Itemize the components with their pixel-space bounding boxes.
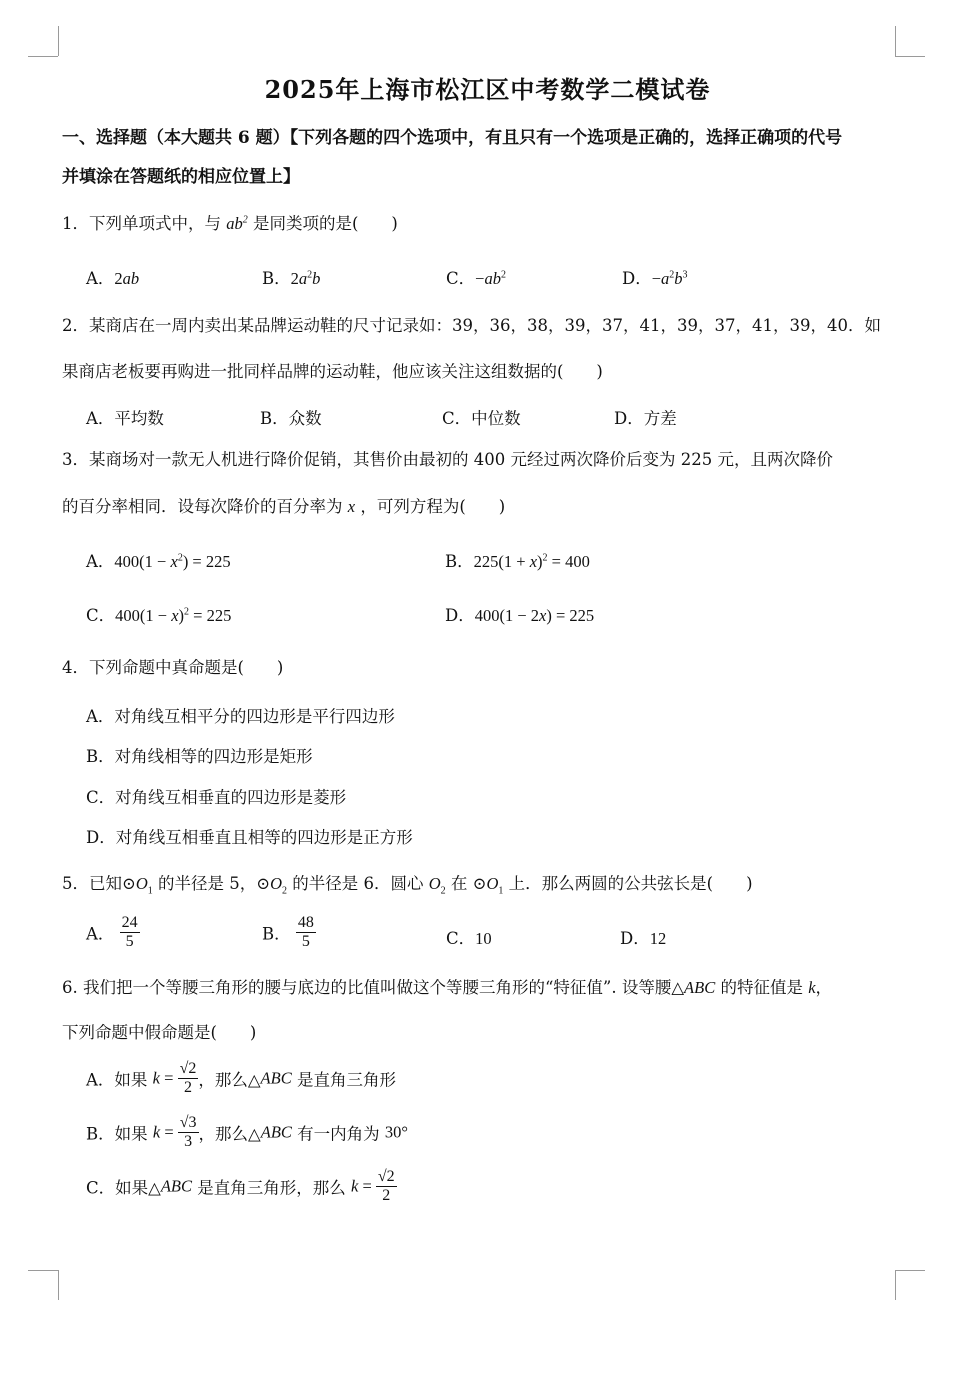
q6-a-eq: =	[160, 1068, 178, 1088]
q5-option-c[interactable]	[446, 925, 492, 949]
q5-a-fraction	[120, 914, 140, 951]
q5-a-numerator: 24	[121, 914, 138, 931]
section-header-line2: 并填涂在答题纸的相应位置上】	[62, 167, 300, 187]
q4-option-b[interactable]: B．对角线相等的四边形是矩形	[86, 747, 313, 766]
crop-mark-bottom-left-h	[28, 1270, 58, 1271]
q3-label-b: B．	[445, 552, 474, 571]
q4-option-d[interactable]: D．对角线互相垂直且相等的四边形是正方形	[86, 828, 413, 847]
q3-label-d: D．	[445, 606, 475, 625]
q1-b-expr: $2a^2b$	[290, 269, 321, 288]
q1-suffix: 是同类项的是( )	[247, 214, 398, 233]
page-title: 2025年上海市松江区中考数学二模试卷	[264, 75, 711, 104]
q5-a-denominator: 5	[125, 933, 134, 950]
q3-b-expr: $225(1 + x)^2 = 400$	[473, 552, 590, 571]
q6-b-angle: 30°	[384, 1122, 409, 1142]
q2-option-b[interactable]: B．众数	[260, 409, 322, 428]
q3-var-x: x	[347, 497, 356, 516]
q6-option-a[interactable]	[86, 1060, 396, 1097]
q2-option-c[interactable]: C．中位数	[442, 409, 521, 428]
q3-line2-suffix: ，可列方程为( )	[355, 497, 506, 516]
q2-option-d[interactable]: D．方差	[614, 409, 677, 428]
q3-d-expr: 400(1 − 2x) = 225	[474, 606, 595, 625]
question-5-stem	[62, 870, 753, 896]
q6-a-fraction	[178, 1060, 199, 1097]
q6-a-part-0: A．如果	[86, 1070, 153, 1090]
q6-option-b[interactable]	[86, 1114, 408, 1151]
q5-label-b: B．	[262, 924, 291, 944]
q6-b-abc: ABC	[260, 1122, 292, 1142]
q5-circle-o2: $⊙O_2$	[256, 874, 287, 897]
crop-mark-top-right-h	[895, 56, 925, 57]
q6-c-part-1: 是直角三角形，那么	[192, 1178, 351, 1198]
crop-mark-bottom-left-v	[58, 1270, 59, 1300]
q5-part-3: 在	[445, 874, 473, 893]
q1-label-b: B．	[262, 269, 291, 288]
q1-c-expr: $-ab^2$	[475, 269, 506, 288]
q6-a-den: 2	[183, 1079, 192, 1096]
q1-option-a[interactable]	[86, 265, 139, 289]
q6-option-c[interactable]	[86, 1168, 397, 1205]
q3-option-d[interactable]	[445, 602, 594, 626]
crop-mark-bottom-right-v	[895, 1270, 896, 1300]
q5-option-a[interactable]	[86, 914, 140, 951]
q6-c-abc: ABC	[160, 1176, 192, 1196]
q6-b-fraction	[178, 1114, 199, 1151]
q3-line2-prefix: 的百分率相同．设每次降价的百分率为	[62, 497, 348, 516]
q6-a-k: k	[152, 1068, 160, 1088]
q5-c-value: 10	[475, 929, 492, 948]
question-6-line1	[62, 974, 832, 998]
q5-part-2: 的半径是 6．圆心	[292, 874, 429, 893]
q5-center-o2: $O_2$	[428, 874, 446, 897]
crop-mark-top-left-v	[58, 26, 59, 56]
q6-abc: ABC	[684, 978, 716, 997]
q5-label-d: D．	[620, 929, 650, 948]
q1-label-d: D．	[622, 269, 652, 288]
question-3-line2	[62, 493, 505, 517]
question-4-stem: 4．下列命题中真命题是( )	[62, 658, 284, 677]
q6-b-eq: =	[160, 1122, 178, 1142]
q4-option-c[interactable]: C．对角线互相垂直的四边形是菱形	[86, 788, 347, 807]
crop-mark-top-left-h	[28, 56, 58, 57]
q5-b-fraction	[296, 914, 316, 951]
q5-option-d[interactable]	[620, 925, 666, 949]
q1-label-a: A．	[86, 269, 115, 288]
q6-c-fraction	[376, 1168, 397, 1205]
q3-label-c: C．	[86, 606, 116, 625]
q6-c-part-0: C．如果△	[86, 1178, 161, 1198]
q4-option-a[interactable]: A．对角线互相平分的四边形是平行四边形	[86, 707, 395, 726]
q6-a-part-1: ，那么△	[198, 1070, 261, 1090]
q3-option-a[interactable]	[86, 548, 231, 572]
q1-a-expr: 2ab	[114, 269, 140, 288]
q3-option-b[interactable]	[445, 548, 590, 572]
q2-option-a[interactable]: A．平均数	[86, 409, 164, 428]
q6-b-num: √3	[179, 1114, 197, 1131]
q6-c-den: 2	[382, 1187, 391, 1204]
q6-c-k: k	[351, 1176, 359, 1196]
q1-label-c: C．	[446, 269, 476, 288]
q5-part-1: 的半径是 5，	[158, 874, 257, 893]
q6-c-num: √2	[377, 1168, 395, 1185]
q6-b-part-0: B．如果	[86, 1124, 153, 1144]
q5-part-4: 上．那么两圆的公共弦长是( )	[508, 874, 753, 893]
q5-circle-o1b: $⊙O_1$	[472, 874, 504, 897]
question-1-stem	[62, 210, 398, 234]
q6-c-eq: =	[358, 1176, 376, 1196]
q6-b-k: k	[152, 1122, 161, 1142]
q6-b-den: 3	[184, 1133, 193, 1150]
q5-label-a: A．	[86, 924, 115, 944]
q3-label-a: A．	[86, 552, 115, 571]
q5-label-c: C．	[446, 929, 476, 948]
q6-b-part-1: ，那么△	[198, 1124, 261, 1144]
crop-mark-bottom-right-h	[895, 1270, 925, 1271]
q6-a-abc: ABC	[260, 1068, 292, 1088]
question-2-line2: 果商店老板要再购进一批同样品牌的运动鞋，他应该关注这组数据的( )	[62, 362, 603, 381]
question-6-line2: 下列命题中假命题是( )	[62, 1023, 257, 1042]
q6-a-part-2: 是直角三角形	[291, 1070, 396, 1090]
section-header-line1: 一、选择题（本大题共 6 题）【下列各题的四个选项中，有且只有一个选项是正确的，选择正确项的代号	[62, 128, 843, 148]
q5-d-value: 12	[649, 929, 667, 948]
q5-b-numerator: 48	[297, 914, 314, 931]
q1-prefix: 1．下列单项式中，与	[62, 214, 227, 233]
q6-line1-a: 6. 我们把一个等腰三角形的腰与底边的比值叫做这个等腰三角形的“特征值”. 设等腰△	[62, 978, 685, 997]
q6-line1-c: ，	[815, 978, 833, 997]
q5-b-denominator: 5	[301, 933, 310, 950]
q3-option-c[interactable]	[86, 602, 231, 626]
q3-a-expr: $400(1 - x^2) = 225$	[114, 552, 231, 571]
q5-circle-o1: $⊙O_1$	[122, 874, 153, 897]
q3-c-expr: $400(1 - x)^2 = 225$	[115, 606, 232, 625]
question-3-line1: 3．某商场对一款无人机进行降价促销，其售价由最初的 400 元经过两次降价后变为 225 元，且两次降价	[62, 450, 833, 469]
q1-expr: $ab^2$	[226, 214, 248, 233]
q6-a-num: √2	[179, 1060, 197, 1077]
q1-option-b[interactable]	[262, 265, 320, 289]
q6-b-part-2: 有一内角为	[291, 1124, 385, 1144]
q1-option-d[interactable]	[622, 265, 688, 289]
q1-option-c[interactable]	[446, 265, 506, 289]
q1-d-expr: $-a^2b^3$	[651, 269, 688, 288]
q6-line1-b: 的特征值是	[715, 978, 809, 997]
question-2-line1: 2．某商店在一周内卖出某品牌运动鞋的尺寸记录如：39，36，38，39，37，41，39，37，41，39，40．如	[62, 316, 881, 335]
q5-option-b[interactable]	[262, 914, 316, 951]
q6-k: k	[808, 978, 816, 997]
crop-mark-top-right-v	[895, 26, 896, 56]
q5-part-0: 5．已知	[62, 874, 122, 893]
